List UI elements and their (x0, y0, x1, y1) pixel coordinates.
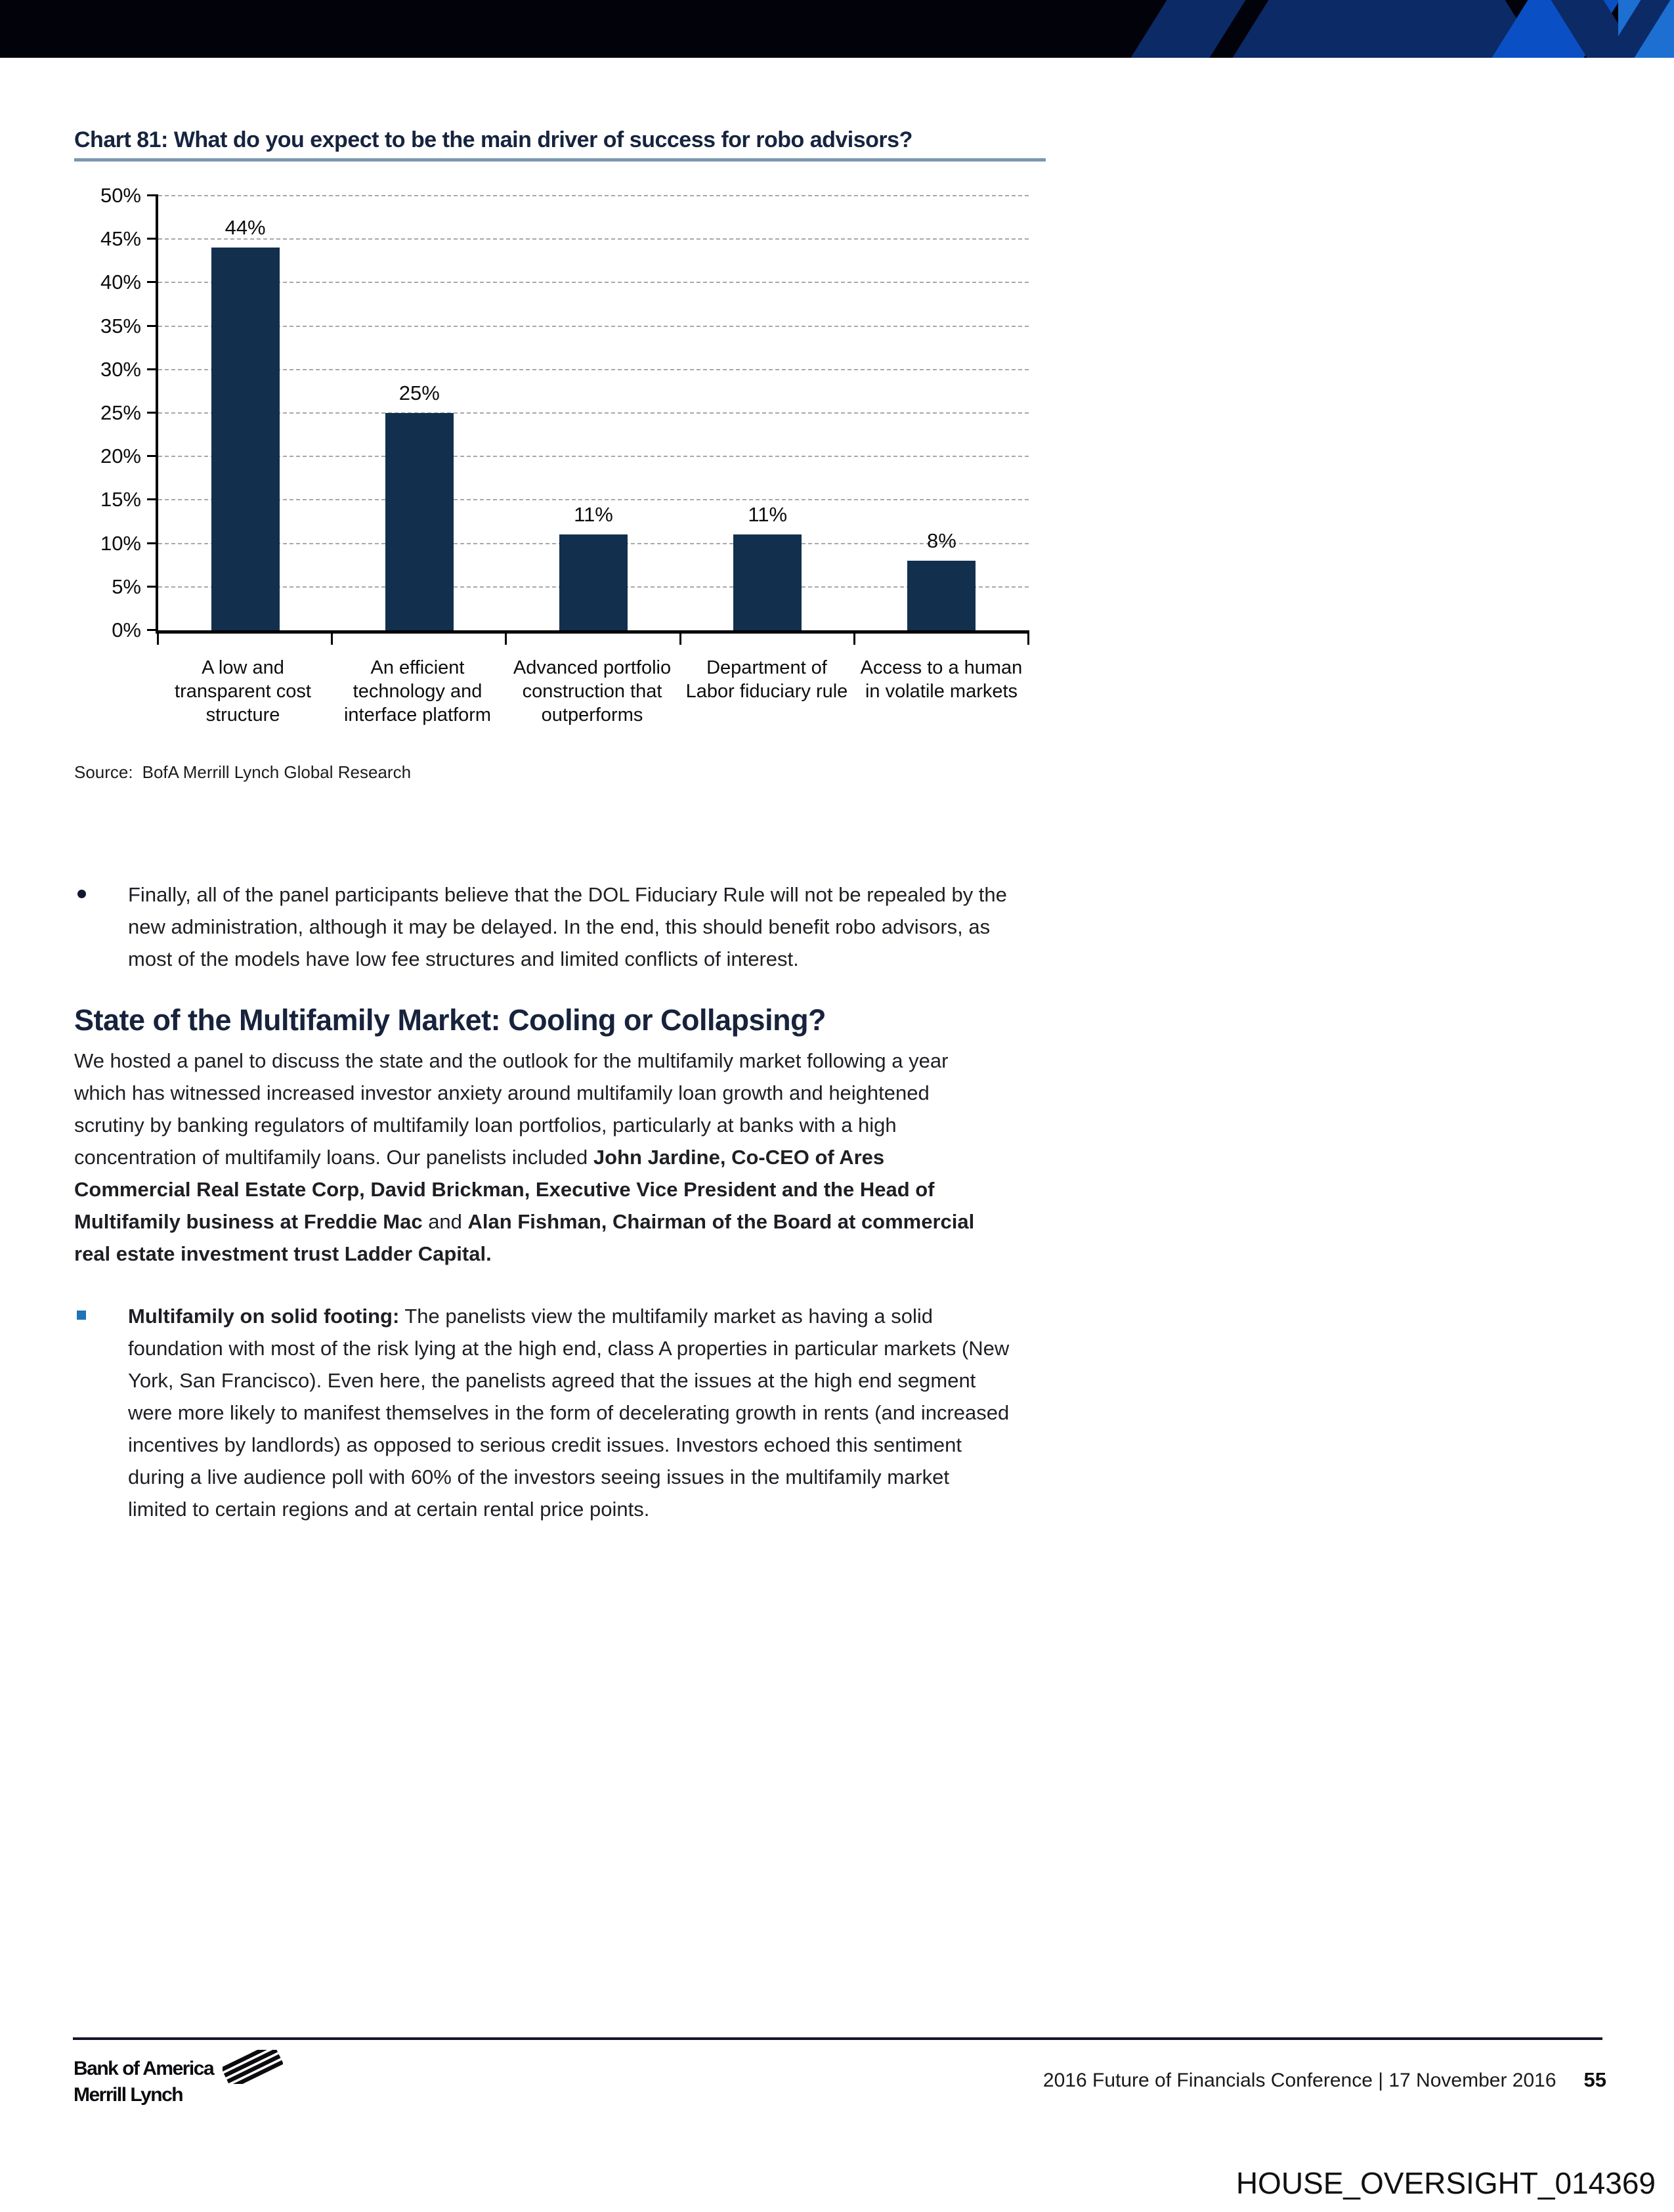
x-axis-category-label: A low and transparent cost structure (175, 657, 311, 726)
footer-right (1043, 2068, 1606, 2092)
bofa-logo-line1: Bank of America (74, 2058, 214, 2079)
bar-slot (506, 196, 680, 630)
y-axis-tick (147, 498, 158, 500)
bullet-dot-icon (77, 890, 86, 898)
x-axis-category-label: Access to a human in volatile markets (860, 657, 1023, 702)
x-axis-labels (156, 656, 1029, 727)
bullet-square-icon (77, 1311, 86, 1320)
y-axis-tick-label: 10% (100, 531, 141, 555)
banner-chevron-shape (1123, 0, 1254, 58)
body-text-block (74, 878, 1033, 1525)
bar (385, 413, 454, 630)
x-axis-tick (505, 630, 507, 645)
y-axis-tick-label: 35% (100, 314, 141, 337)
body-paragraph: We hosted a panel to discuss the state and the outlook for the multifamily market following a year which has witnessed increased investor anxiety around multifamily loan growth and heightened scrutiny by banking regulators of multifamily loan portfolios, particularly at banks with a high concentration of multifamily loans. Our panelists included John Jardine, Co-CEO of Ares Commercial Real Estate Corp, David Brickman, Executive Vice President and the Head of Multifamily business at Freddie Mac and Alan Fishman, Chairman of the Board at commercial real estate investment trust Ladder Capital. (74, 1049, 975, 1265)
bar-slot (332, 196, 506, 630)
x-axis-tick (853, 630, 855, 645)
section-heading: State of the Multifamily Market: Cooling or Collapsing? (74, 1003, 826, 1037)
bullet-list-item (74, 1300, 1033, 1525)
y-axis-tick-label: 5% (112, 575, 141, 598)
y-axis-tick-label: 30% (100, 357, 141, 381)
bar (733, 534, 802, 630)
y-axis-tick (147, 238, 158, 240)
y-axis-tick (147, 281, 158, 283)
bar (907, 561, 976, 630)
chart-title: Chart 81: What do you expect to be the main driver of success for robo advisors? (74, 127, 912, 152)
y-axis-tick-label: 25% (100, 401, 141, 424)
x-axis-tick (331, 630, 333, 645)
bar-value-label: 11% (574, 503, 613, 527)
y-axis-tick (147, 368, 158, 370)
y-axis-tick-label: 50% (100, 184, 141, 207)
bullet-text: Multifamily on solid footing: The panelists view the multifamily market as having a solid foundation with most of the risk lying at the high end, class A properties in particular markets (New York, San Francisco). Even here, the panelists agreed that the issues at the high end segment were more likely to manifest themselves in the form of decelerating growth in rents (and increased incentives by landlords) as opposed to serious credit issues. Investors echoed this sentiment during a live audience poll with 60% of the investors seeing issues in the multifamily market limited to certain regions and at certain rental price points. (128, 1305, 1010, 1521)
x-axis-category-label: Department of Labor fiduciary rule (685, 657, 848, 702)
y-axis-tick-label: 40% (100, 271, 141, 294)
y-axis-tick-label: 0% (112, 618, 141, 641)
bofa-logo-line2: Merrill Lynch (74, 2084, 183, 2106)
chart-source (74, 762, 1046, 783)
bar-slot (855, 196, 1029, 630)
bar-chart-plot (100, 184, 1029, 641)
bofa-logo (74, 2058, 283, 2106)
bullet-text: Finally, all of the panel participants believe that the DOL Fiduciary Rule will not be repealed by the new administration, although it may be delayed. In the end, this should benefit robo advisors, as most of the models have low fee structures and limited conflicts of interest. (128, 883, 1007, 970)
source-text: BofA Merrill Lynch Global Research (142, 762, 412, 782)
top-banner (0, 0, 1674, 58)
x-axis-category-label: An efficient technology and interface platform (343, 657, 492, 726)
bullet-list-item (74, 878, 1033, 975)
y-axis-tick (147, 542, 158, 544)
watermark-text: HOUSE_OVERSIGHT_014369 (1235, 2166, 1656, 2200)
bar-slot (681, 196, 855, 630)
bofa-flag-icon (223, 2050, 283, 2084)
page-number: 55 (1583, 2068, 1606, 2091)
y-axis-tick-label: 20% (100, 445, 141, 468)
footer-conference-info: 2016 Future of Financials Conference | 17 November 2016 (1042, 2070, 1556, 2091)
source-label: Source: (74, 762, 133, 782)
bar (211, 248, 280, 630)
x-axis-category-label: Advanced portfolio construction that outperforms (513, 657, 672, 726)
bar (559, 534, 628, 630)
y-axis-tick-label: 45% (100, 227, 141, 251)
footer-rule (73, 2037, 1602, 2040)
y-axis-tick (147, 586, 158, 588)
bar-value-label: 11% (748, 503, 788, 527)
y-axis-tick (147, 412, 158, 414)
bar-slot (158, 196, 332, 630)
y-axis-tick (147, 325, 158, 327)
x-axis-tick (679, 630, 681, 645)
chart-block (74, 127, 1046, 783)
bar-value-label: 8% (927, 529, 956, 553)
y-axis-tick-label: 15% (100, 488, 141, 511)
x-axis-tick (157, 630, 159, 645)
bar-value-label: 44% (225, 216, 266, 240)
chart-title-rule (74, 158, 1046, 162)
x-axis-tick (1027, 630, 1029, 645)
bar-value-label: 25% (398, 381, 440, 404)
y-axis-tick (147, 194, 158, 196)
y-axis-tick (147, 455, 158, 457)
bars-container (158, 196, 1029, 630)
